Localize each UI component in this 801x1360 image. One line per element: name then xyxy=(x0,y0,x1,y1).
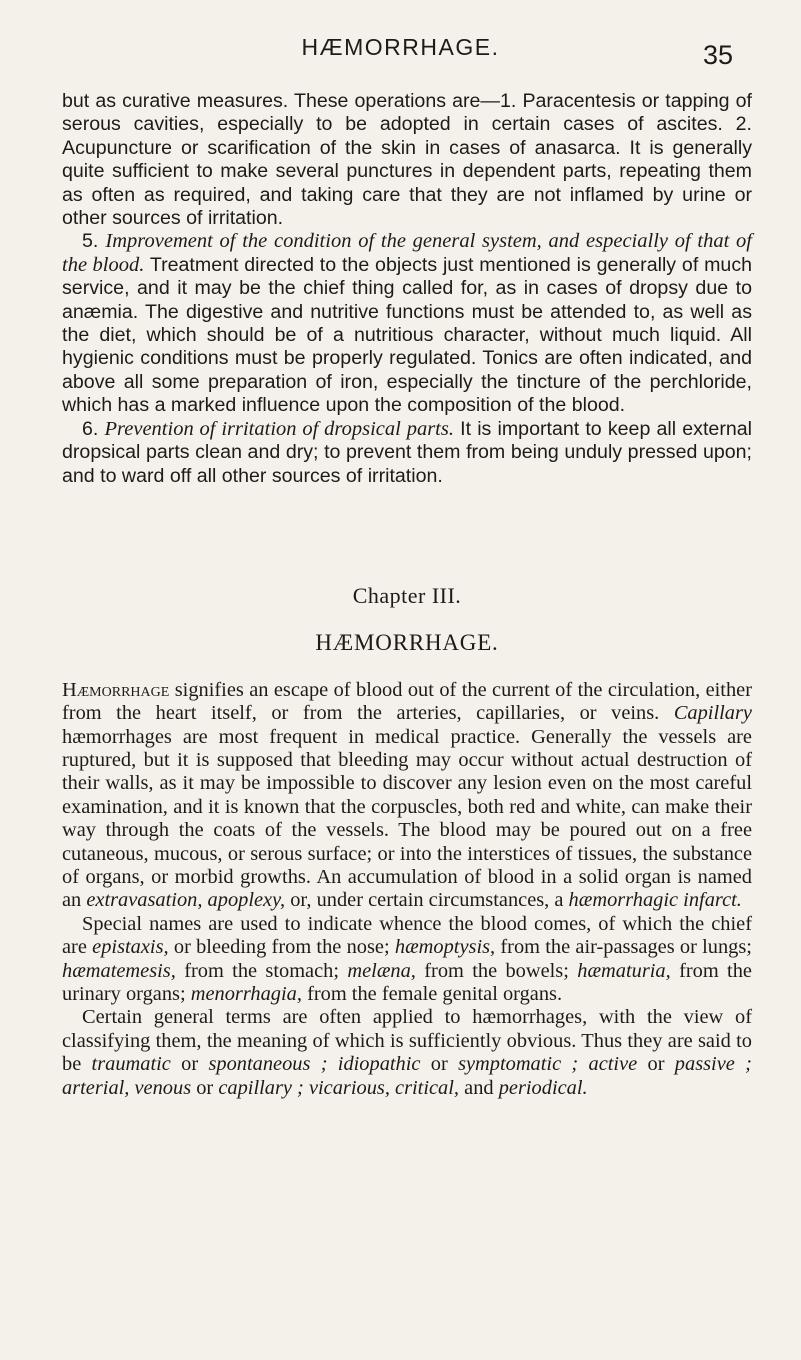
paragraph-text: signifies an escape of blood out of the current of the circulation, either from the heart itself, or from the arteries, capillaries, or veins. xyxy=(62,678,752,725)
connector-text: or xyxy=(430,1053,448,1076)
paragraph-text: from the urinary organs; xyxy=(62,959,752,1005)
paragraph-text: Special names are used to indicate whence the blood comes, of which the chief are xyxy=(62,912,752,959)
lead-term: Hæmorrhage xyxy=(62,678,170,701)
connector-text: or xyxy=(181,1053,199,1076)
paragraph-special-names xyxy=(62,913,752,1007)
paragraph-text: but as curative measures. These operations are—1. Paracentesis or tapping of serous cavities, especially to be adopted in certain cases of ascites. 2. Acupuncture or scarification of the skin in cases of anasarca. It is generally quite sufficient to make several punctures in dependent parts, repeating them as often as required, and taking care that they are not inflamed by urine or other sources of irritation. xyxy=(62,90,752,230)
paragraph-text: Certain general terms are often applied to hæmorrhages, with the view of classifying them, the meaning of which is sufficiently obvious. Thus they are said to be xyxy=(62,1006,752,1076)
paragraph-improvement xyxy=(62,230,752,417)
paragraph-text: It is important to keep all external dropsical parts clean and dry; to prevent them from being unduly pressed upon; and to ward off all other sources of irritation. xyxy=(62,417,752,487)
term: extravasation, apoplexy, xyxy=(86,889,286,912)
term: passive ; arterial, venous xyxy=(62,1053,752,1099)
chapter-label: Chapter III. xyxy=(352,582,462,608)
paragraph-text: from the female genital organs. xyxy=(307,983,563,1005)
chapter-section xyxy=(62,679,752,1100)
term: traumatic xyxy=(91,1053,171,1076)
paragraph-definition xyxy=(62,679,752,913)
term: Capillary xyxy=(673,702,752,725)
paragraph-text: from the stomach; xyxy=(184,959,340,982)
term: symptomatic ; active xyxy=(458,1053,638,1076)
paragraph-text: from the bowels; xyxy=(424,959,569,982)
item-heading: Improvement of the condition of the general system, and especially of that of the blood. xyxy=(62,230,752,276)
paragraph-prevention xyxy=(62,418,752,488)
paragraph-text: or, under certain circumstances, a xyxy=(290,889,564,912)
page-body xyxy=(62,90,752,1100)
item-number: 6. xyxy=(82,417,99,440)
paragraph-dropsy-measures xyxy=(62,90,752,230)
term: epistaxis, xyxy=(92,936,169,959)
chapter-title: HÆMORRHAGE. xyxy=(315,630,499,656)
term: hæmoptysis, xyxy=(394,936,496,959)
paragraph-text: from the air-passages or lungs; xyxy=(500,936,752,959)
term: periodical. xyxy=(498,1076,588,1099)
connector-text: or xyxy=(647,1053,665,1076)
item-heading: Prevention of irritation of dropsical parts. xyxy=(104,417,454,440)
item-number: 5. xyxy=(82,230,99,253)
page-number: 35 xyxy=(702,40,733,70)
paragraph-text: Treatment directed to the objects just mentioned is generally of much service, and it may be the chief thing called for, as in cases of dropsy due to anæmia. The digestive and nutritive functions must be attended to, as well as the diet, which should be of a nutritious character, without much liquid. All hygienic conditions must be properly regulated. Tonics are often indicated, and above all some preparation of iron, especially the tincture of the perchloride, which has a marked influence upon the composition of the blood. xyxy=(62,253,753,417)
term: spontaneous ; idiopathic xyxy=(208,1053,421,1076)
term: capillary ; vicarious, critical, xyxy=(218,1076,460,1099)
term: hæmatemesis, xyxy=(62,959,176,982)
paragraph-text: hæmorrhages are most frequent in medical practice. Generally the vessels are ruptured, but it is supposed that bleeding may occur without actual destruction of their walls, as it may be impossible to discover any lesion even on the most careful examination, and it is known that the corpuscles, both red and white, can make their way through the coats of the vessels. The blood may be poured out on a free cutaneous, mucous, or serous surface; or into the interstices of tissues, the substance of organs, or morbid growths. An accumulation of blood in a solid organ is named an xyxy=(62,725,752,912)
connector-text: and xyxy=(464,1076,494,1099)
running-head xyxy=(0,30,801,70)
paragraph-text: or bleeding from the nose; xyxy=(173,936,390,959)
running-title: HÆMORRHAGE. xyxy=(301,34,500,60)
connector-text: or xyxy=(196,1076,214,1099)
term: hæmorrhagic infarct. xyxy=(568,889,742,912)
term: hæmaturia, xyxy=(577,959,671,982)
term: menorrhagia, xyxy=(190,983,302,1005)
term: melæna, xyxy=(347,959,416,982)
paragraph-general-terms xyxy=(62,1006,752,1100)
